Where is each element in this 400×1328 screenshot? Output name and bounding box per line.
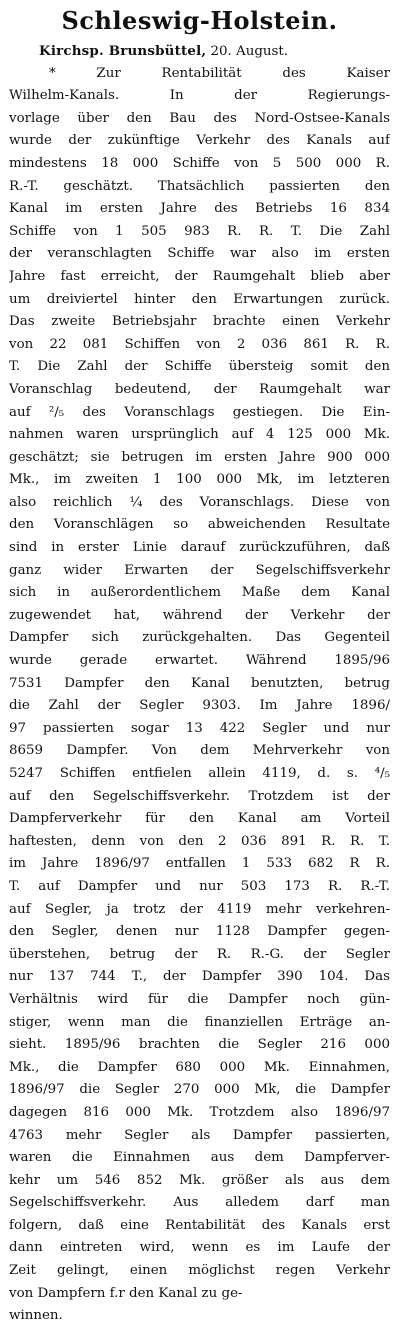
article-line: auf Segler, ja trotz der 4119 mehr verkehren- [9, 901, 390, 917]
article-line: Jahre fast erreicht, der Raumgehalt blieb aber [9, 268, 390, 284]
article-line: winnen. [9, 1308, 63, 1324]
article-line: Schiffe von 1 505 983 R. R. T. Die Zahl [9, 223, 390, 239]
article-line: Das zweite Betriebsjahr brachte einen Verkehr [9, 314, 390, 330]
article-line: Zeit gelingt, einen möglichst regen Verkehr [9, 1263, 390, 1279]
article-line: von 22 081 Schiffen von 2 036 861 R. R. [9, 336, 390, 352]
article-line: 7531 Dampfer den Kanal benutzten, betrug [9, 675, 390, 691]
article-line: sieht. 1895/96 brachten die Segler 216 000 [9, 1037, 390, 1053]
section-headline: Schleswig-Holstein. [61, 6, 338, 35]
article-line: T. auf Dampfer und nur 503 173 R. R.-T. [9, 878, 390, 894]
article-line: Segelschiffsverkehr. Aus alledem darf man [9, 1195, 390, 1211]
article-body [9, 63, 390, 1328]
article-line: zugewendet hat, während der Verkehr der [9, 607, 390, 623]
article-line: waren die Einnahmen aus dem Dampferver- [9, 1150, 390, 1166]
article-line: Mk., im zweiten 1 100 000 Mk, im letzteren [9, 472, 390, 488]
article-line: stiger, wenn man die finanziellen Erträge an- [9, 1014, 390, 1030]
article-line: im Jahre 1896/97 entfallen 1 533 682 R R. [9, 856, 390, 872]
article-line: also reichlich ¼ des Voranschlags. Diese von [9, 494, 390, 510]
article-line: Dampferverkehr für den Kanal am Vorteil [9, 811, 390, 827]
article-line: Mk., die Dampfer 680 000 Mk. Einnahmen, [9, 1059, 390, 1075]
article-line: 5247 Schiffen entfielen allein 4119, d. s. ⁴/₅ [9, 766, 390, 781]
article-line: vorlage über den Bau des Nord-Ostsee-Kanals [9, 110, 390, 126]
article-line: Kanal im ersten Jahre des Betriebs 16 834 [9, 201, 390, 217]
article-line: dann eintreten wird, wenn es im Laufe der [9, 1240, 390, 1256]
article-line: auf den Segelschiffsverkehr. Trotzdem ist der [9, 788, 390, 804]
article-line: sich in außerordentlichem Maße dem Kanal [9, 585, 390, 601]
article-line: 97 passierten sogar 13 422 Segler und nur [9, 720, 390, 736]
article-line: mindestens 18 000 Schiffe von 5 500 000 R. [9, 155, 390, 171]
article-line: nur 137 744 T., der Dampfer 390 104. Das [9, 969, 390, 985]
article-line: 4763 mehr Segler als Dampfer passierten, [9, 1127, 390, 1143]
article-line: Dampfer sich zurückgehalten. Das Gegenteil [9, 630, 390, 646]
article-line: auf ²/₅ des Voranschlags gestiegen. Die Ein- [9, 404, 390, 420]
article-line: wurde der zukünftige Verkehr des Kanals auf [9, 133, 390, 149]
dateline-place: Kirchsp. Brunsbüttel, [39, 43, 207, 59]
article-line: von Dampfern f.r den Kanal zu ge- [9, 1285, 243, 1301]
article-line: R.-T. geschätzt. Thatsächlich passierten den [9, 178, 390, 194]
article-line: Verhältnis wird für die Dampfer noch gün- [9, 991, 390, 1007]
article-line: den Voranschlägen so abweichenden Resultate [9, 517, 390, 533]
article-line: T. Die Zahl der Schiffe übersteig somit den [9, 359, 390, 375]
dateline-date: 20. August. [210, 44, 289, 59]
article-line: geschätzt; sie betrugen im ersten Jahre 900 000 [9, 449, 390, 465]
article-line: um dreiviertel hinter den Erwartungen zurück. [9, 291, 390, 307]
article-line: ganz wider Erwarten der Segelschiffsverkehr [9, 562, 390, 578]
article-line: * Zur Rentabilität des Kaiser [49, 65, 390, 81]
article-line: wurde gerade erwartet. Während 1895/96 [9, 653, 390, 669]
article-line: der veranschlagten Schiffe war also im ersten [9, 246, 390, 262]
article-line: nahmen waren ursprünglich auf 4 125 000 Mk. [9, 427, 390, 443]
article-line: dagegen 816 000 Mk. Trotzdem also 1896/97 [9, 1104, 390, 1120]
article-line: Wilhelm-Kanals. In der Regierungs- [9, 88, 390, 104]
article-line: überstehen, betrug der R. R.-G. der Segler [9, 946, 390, 962]
article-line: 1896/97 die Segler 270 000 Mk, die Dampfer [9, 1082, 390, 1098]
dateline [39, 40, 390, 63]
article-line: folgern, daß eine Rentabilität des Kanals erst [9, 1217, 390, 1233]
article-line: sind in erster Linie darauf zurückzuführen, daß [9, 540, 390, 556]
article-line: den Segler, denen nur 1128 Dampfer gegen- [9, 924, 390, 940]
article-line: die Zahl der Segler 9303. Im Jahre 1896/ [9, 698, 390, 714]
article-line: haftesten, denn von den 2 036 891 R. R. T. [9, 833, 390, 849]
article-line: kehr um 546 852 Mk. größer als aus dem [9, 1172, 390, 1188]
article-line: 8659 Dampfer. Von dem Mehrverkehr von [9, 743, 390, 759]
article-line: Voranschlag bedeutend, der Raumgehalt war [9, 381, 390, 397]
